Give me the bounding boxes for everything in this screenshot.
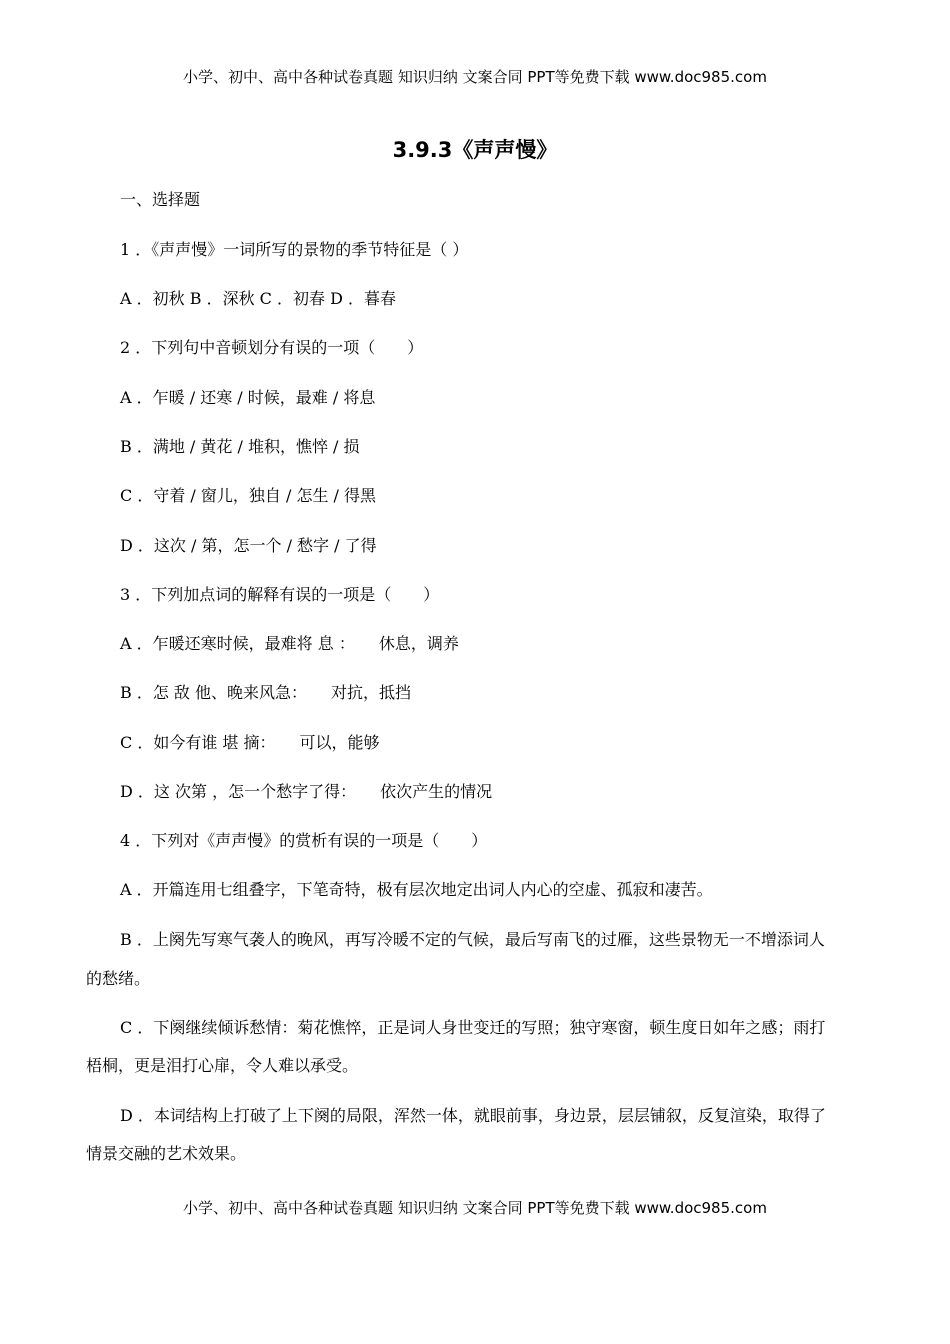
question-2-option-d: D ．这次 / 第，怎一个 / 愁字 / 了得 [120,536,377,555]
question-4-option-a: A ．开篇连用七组叠字，下笔奇特，极有层次地定出词人内心的空虚、孤寂和凄苦。 [120,880,713,899]
question-4-option-b: B ．上阕先写寒气袭人的晚风，再写冷暖不定的气候，最后写南飞的过雁，这些景物无一不增添词人 [120,930,825,949]
page-header-banner: 小学、初中、高中各种试卷真题 知识归纳 文案合同 PPT等免费下载 www.doc985.com [183,68,767,86]
section-heading: 一、选择题 [120,190,201,209]
page-title: 3.9.3《声声慢》 [392,138,558,162]
question-4-option-d: D ．本词结构上打破了上下阕的局限，浑然一体，就眼前事，身边景，层层铺叙，反复渲染，取得了 [120,1106,826,1125]
question-3-option-b: B ．怎 敌 他、晚来风急： 对抗，抵挡 [120,683,412,702]
question-3-stem: 3 ．下列加点词的解释有误的一项是（ ） [120,585,440,604]
question-4-option-c: C ．下阕继续倾诉愁情：菊花憔悴，正是词人身世变迁的写照；独守寒窗，顿生度日如年之感；雨打 [120,1018,826,1037]
question-3-option-a: A ．乍暖还寒时候，最难将 息 ： 休息，调养 [120,634,459,653]
question-4-option-c-cont: 梧桐，更是泪打心扉，令人难以承受。 [86,1056,359,1075]
question-1-stem: 1 ．《声声慢》一词所写的景物的季节特征是（ ） [120,240,469,259]
question-2-stem: 2 ．下列句中音顿划分有误的一项（ ） [120,338,424,357]
question-1-options: A ．初秋 B ．深秋 C ．初春 D ．暮春 [120,289,396,308]
question-4-stem: 4 ．下列对《声声慢》的赏析有误的一项是（ ） [120,831,488,850]
question-3-option-d: D ．这 次第 ，怎一个愁字了得： 依次产生的情况 [120,782,493,801]
question-4-option-d-cont: 情景交融的艺术效果。 [86,1144,247,1163]
question-2-option-c: C ．守着 / 窗儿，独自 / 怎生 / 得黑 [120,486,377,505]
question-2-option-b: B ．满地 / 黄花 / 堆积，憔悴 / 损 [120,437,360,456]
question-3-option-c: C ．如今有谁 堪 摘： 可以，能够 [120,733,380,752]
question-4-option-b-cont: 的愁绪。 [86,969,151,988]
question-2-option-a: A ．乍暖 / 还寒 / 时候，最难 / 将息 [120,388,376,407]
page-footer-banner: 小学、初中、高中各种试卷真题 知识归纳 文案合同 PPT等免费下载 www.doc985.com [183,1199,767,1217]
